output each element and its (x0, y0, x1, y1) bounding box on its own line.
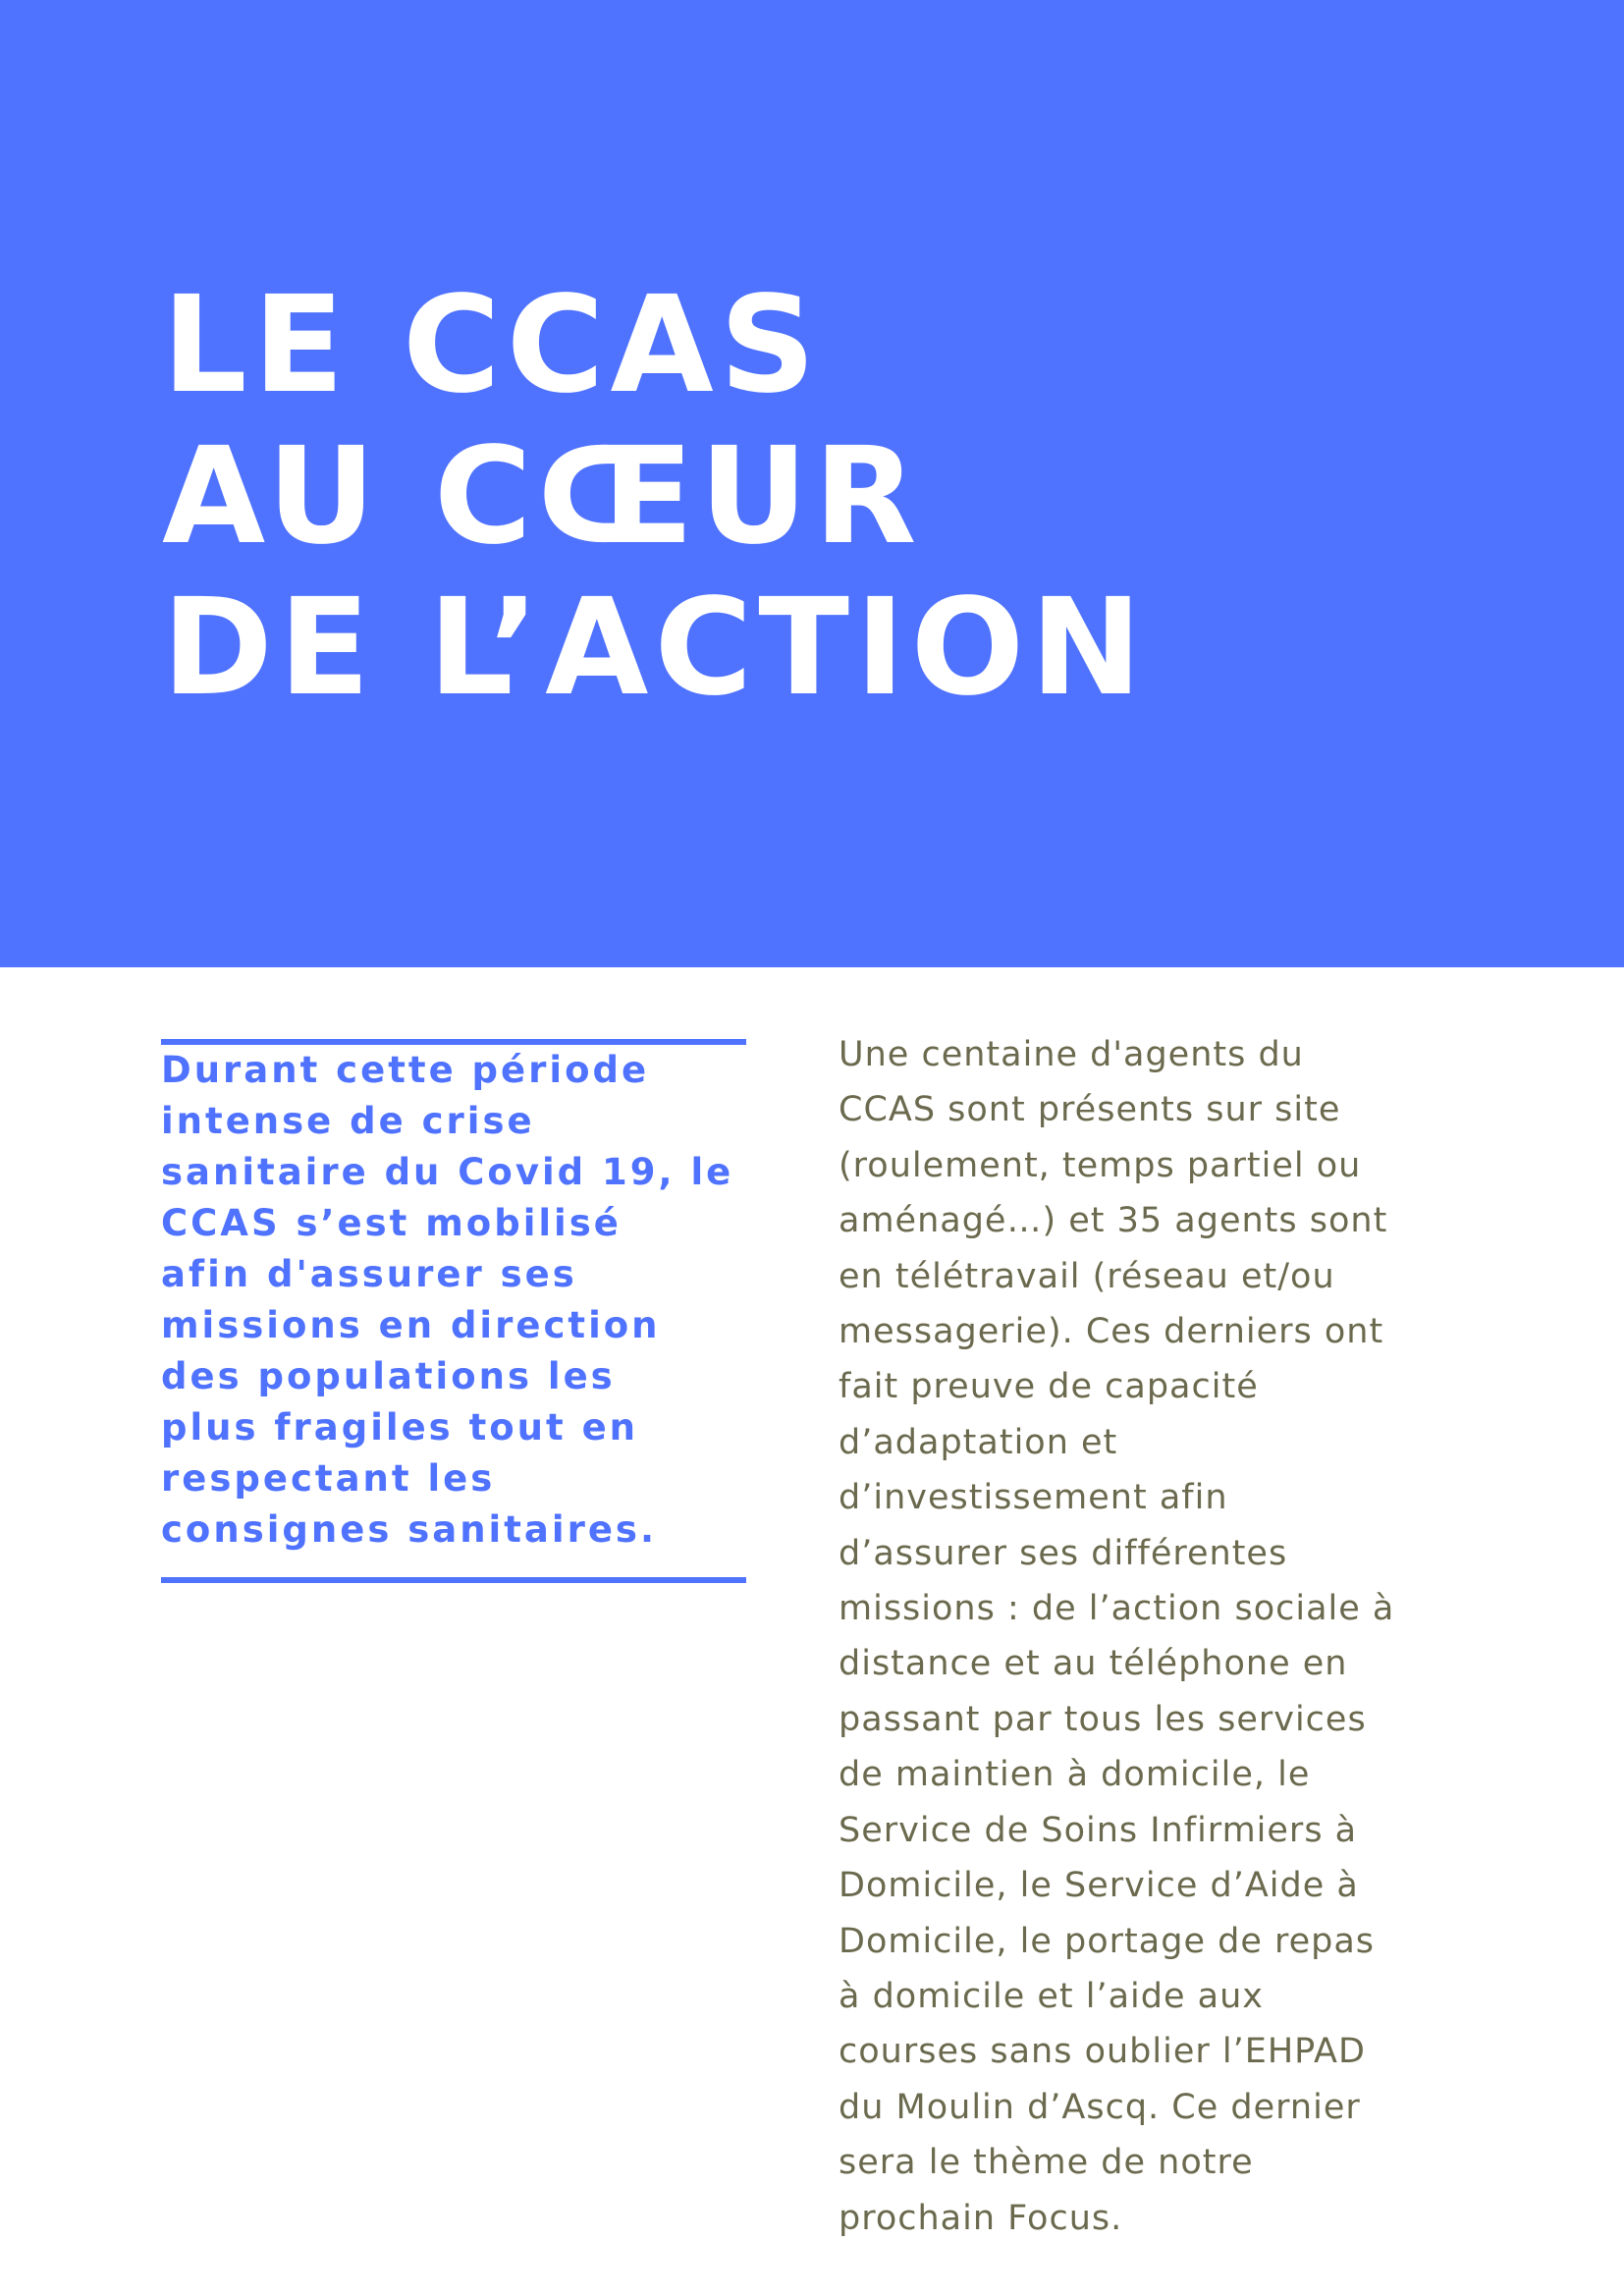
body-line: distance et au téléphone en (839, 1644, 1348, 1684)
intro-line: plus fragiles tout en (161, 1406, 639, 1449)
page-title (162, 270, 1148, 724)
body-line: Une centaine d'agents du (839, 1035, 1304, 1074)
title-line: LE CCAS (162, 268, 822, 423)
intro-line: des populations les (161, 1355, 616, 1397)
body-paragraph (839, 1027, 1467, 2246)
body-line: à domicile et l’aide aux (839, 1976, 1264, 2016)
body-line: aménagé…) et 35 agents sont (839, 1201, 1388, 1241)
body-line: passant par tous les services (839, 1699, 1367, 1739)
intro-line: Durant cette période (161, 1049, 650, 1091)
intro-line: afin d'assurer ses (161, 1253, 577, 1295)
body-line: du Moulin d’Ascq. Ce dernier (839, 2087, 1361, 2127)
body-line: CCAS sont présents sur site (839, 1090, 1341, 1130)
body-line: en télétravail (réseau et/ou (839, 1256, 1335, 1296)
intro-line: sanitaire du Covid 19, le (161, 1151, 734, 1193)
title-line: AU CŒUR (162, 419, 923, 574)
intro-callout (161, 1045, 750, 1556)
intro-line: CCAS s’est mobilisé (161, 1202, 622, 1244)
body-line: courses sans oublier l’EHPAD (839, 2032, 1366, 2072)
body-line: sera le thème de notre (839, 2143, 1254, 2183)
body-line: missions : de l’action sociale à (839, 1589, 1395, 1629)
body-line: (roulement, temps partiel ou (839, 1145, 1362, 1185)
intro-bottom-rule (161, 1577, 746, 1583)
intro-line: missions en direction (161, 1304, 661, 1346)
body-line: d’assurer ses différentes (839, 1533, 1288, 1573)
title-line: DE L’ACTION (162, 571, 1149, 726)
body-line: Service de Soins Infirmiers à (839, 1810, 1358, 1850)
body-line: Domicile, le portage de repas (839, 1921, 1376, 1961)
body-line: prochain Focus. (839, 2198, 1123, 2238)
body-line: messagerie). Ces derniers ont (839, 1312, 1384, 1352)
intro-line: consignes sanitaires. (161, 1508, 657, 1551)
body-line: d’investissement afin (839, 1478, 1228, 1518)
body-line: Domicile, le Service d’Aide à (839, 1866, 1359, 1906)
title-banner (0, 0, 1624, 967)
intro-line: respectant les (161, 1457, 496, 1500)
body-line: fait preuve de capacité (839, 1367, 1259, 1407)
body-line: de maintien à domicile, le (839, 1755, 1311, 1795)
intro-line: intense de crise (161, 1100, 535, 1142)
body-line: d’adaptation et (839, 1422, 1118, 1462)
